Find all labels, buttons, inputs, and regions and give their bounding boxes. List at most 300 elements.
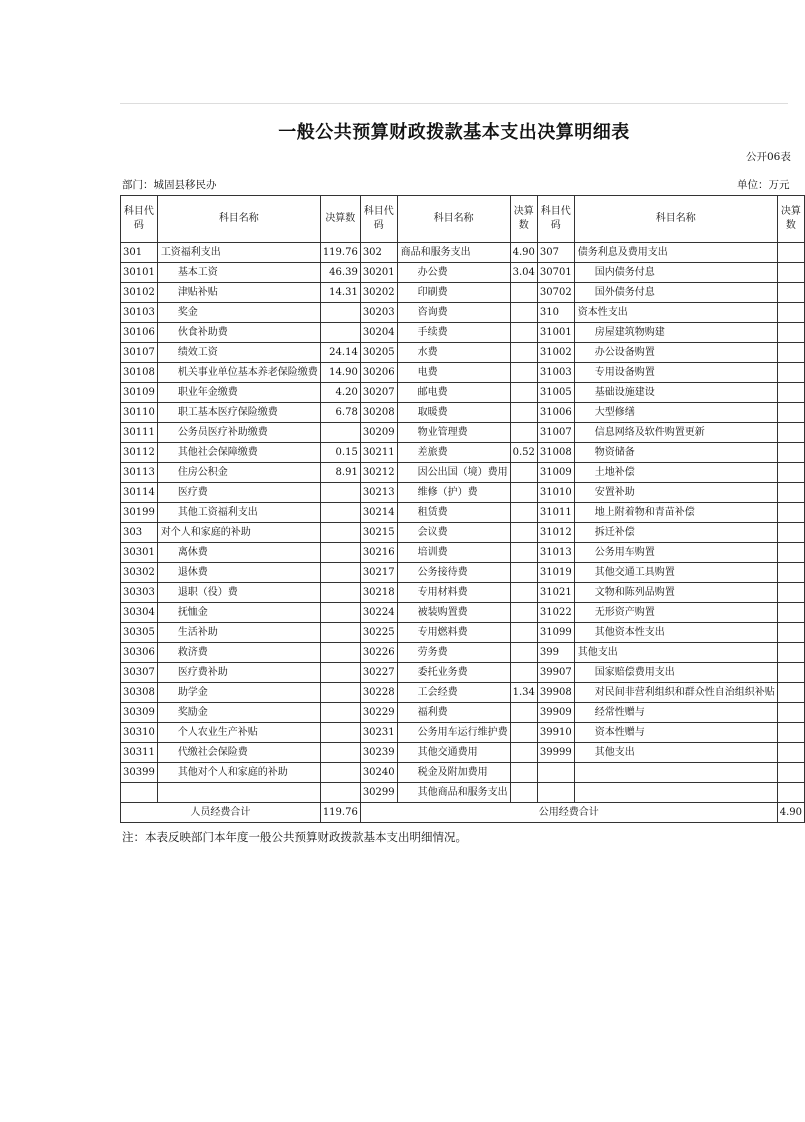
code-c-cell: 39907 [537, 663, 574, 683]
table-row [121, 403, 805, 423]
amount-c-cell [777, 563, 804, 583]
amount-c-cell [777, 743, 804, 763]
name-c-cell: 国内债务付息 [574, 263, 777, 283]
amount-b-cell [510, 283, 537, 303]
name-a-cell: 抚恤金 [157, 603, 320, 623]
table-row [121, 663, 805, 683]
code-b-cell: 30229 [360, 703, 397, 723]
code-b-cell: 30224 [360, 603, 397, 623]
table-row [121, 543, 805, 563]
code-b-cell: 30231 [360, 723, 397, 743]
amount-a-cell: 14.31 [320, 283, 360, 303]
code-b-cell: 30205 [360, 343, 397, 363]
table-row [121, 503, 805, 523]
name-c-cell: 国家赔偿费用支出 [574, 663, 777, 683]
header-code-3: 科目代码 [537, 196, 574, 243]
name-b-cell: 专用材料费 [397, 583, 510, 603]
name-b-cell: 其他交通费用 [397, 743, 510, 763]
name-a-cell: 助学金 [157, 683, 320, 703]
code-a-cell: 30112 [121, 443, 158, 463]
name-b-cell: 工会经费 [397, 683, 510, 703]
amount-c-cell [777, 523, 804, 543]
table-row [121, 643, 805, 663]
name-b-cell: 公务接待费 [397, 563, 510, 583]
name-b-cell: 公务用车运行维护费 [397, 723, 510, 743]
name-b-cell: 印刷费 [397, 283, 510, 303]
code-c-cell: 39909 [537, 703, 574, 723]
code-c-cell: 31011 [537, 503, 574, 523]
header-amount-3: 决算数 [777, 196, 804, 243]
name-a-cell: 其他社会保障缴费 [157, 443, 320, 463]
name-a-cell: 伙食补助费 [157, 323, 320, 343]
code-b-cell: 30218 [360, 583, 397, 603]
amount-b-cell [510, 503, 537, 523]
name-b-cell: 商品和服务支出 [397, 243, 510, 263]
form-code: 公开06表 [746, 151, 791, 163]
name-c-cell: 其他交通工具购置 [574, 563, 777, 583]
code-c-cell: 31008 [537, 443, 574, 463]
code-a-cell: 30111 [121, 423, 158, 443]
code-a-cell: 30304 [121, 603, 158, 623]
amount-b-cell [510, 603, 537, 623]
code-b-cell: 30226 [360, 643, 397, 663]
code-b-cell: 30202 [360, 283, 397, 303]
amount-c-cell [777, 363, 804, 383]
name-b-cell: 被装购置费 [397, 603, 510, 623]
amount-c-cell [777, 403, 804, 423]
name-c-cell [574, 763, 777, 783]
code-a-cell: 30311 [121, 743, 158, 763]
code-a-cell: 303 [121, 523, 158, 543]
amount-a-cell: 119.76 [320, 243, 360, 263]
name-a-cell: 绩效工资 [157, 343, 320, 363]
table-row [121, 343, 805, 363]
code-a-cell: 30308 [121, 683, 158, 703]
name-c-cell: 文物和陈列品购置 [574, 583, 777, 603]
amount-b-cell [510, 643, 537, 663]
name-b-cell: 办公费 [397, 263, 510, 283]
amount-c-cell [777, 423, 804, 443]
amount-a-cell [320, 623, 360, 643]
amount-c-cell [777, 343, 804, 363]
name-c-cell: 债务利息及费用支出 [574, 243, 777, 263]
table-row [121, 303, 805, 323]
table-row [121, 523, 805, 543]
code-b-cell: 30227 [360, 663, 397, 683]
name-a-cell: 机关事业单位基本养老保险缴费 [157, 363, 320, 383]
header-amount-2: 决算数 [510, 196, 537, 243]
code-a-cell: 30113 [121, 463, 158, 483]
name-c-cell: 拆迁补偿 [574, 523, 777, 543]
amount-a-cell [320, 703, 360, 723]
name-c-cell: 其他支出 [574, 643, 777, 663]
code-c-cell: 31002 [537, 343, 574, 363]
header-row [121, 196, 805, 243]
code-c-cell: 30702 [537, 283, 574, 303]
amount-b-cell [510, 323, 537, 343]
amount-b-cell [510, 543, 537, 563]
amount-c-cell [777, 623, 804, 643]
name-b-cell: 劳务费 [397, 643, 510, 663]
amount-a-cell [320, 723, 360, 743]
code-c-cell: 399 [537, 643, 574, 663]
amount-c-cell [777, 543, 804, 563]
amount-c-cell [777, 583, 804, 603]
amount-b-cell: 0.52 [510, 443, 537, 463]
name-a-cell: 医疗费补助 [157, 663, 320, 683]
name-b-cell: 取暖费 [397, 403, 510, 423]
code-b-cell: 30201 [360, 263, 397, 283]
code-c-cell: 31019 [537, 563, 574, 583]
name-b-cell: 培训费 [397, 543, 510, 563]
code-a-cell: 30107 [121, 343, 158, 363]
name-a-cell: 救济费 [157, 643, 320, 663]
code-a-cell: 30199 [121, 503, 158, 523]
code-b-cell: 30228 [360, 683, 397, 703]
amount-a-cell [320, 503, 360, 523]
amount-b-cell [510, 623, 537, 643]
code-a-cell: 30303 [121, 583, 158, 603]
amount-a-cell [320, 763, 360, 783]
amount-a-cell [320, 583, 360, 603]
name-a-cell: 基本工资 [157, 263, 320, 283]
amount-a-cell [320, 303, 360, 323]
code-b-cell: 30225 [360, 623, 397, 643]
amount-b-cell [510, 383, 537, 403]
name-c-cell: 资本性支出 [574, 303, 777, 323]
code-a-cell: 30109 [121, 383, 158, 403]
amount-c-cell [777, 243, 804, 263]
name-c-cell: 房屋建筑物购建 [574, 323, 777, 343]
amount-c-cell [777, 503, 804, 523]
name-c-cell: 经常性赠与 [574, 703, 777, 723]
code-c-cell: 31012 [537, 523, 574, 543]
amount-c-cell [777, 443, 804, 463]
name-c-cell: 公务用车购置 [574, 543, 777, 563]
amount-a-cell [320, 683, 360, 703]
header-name-1: 科目名称 [157, 196, 320, 243]
name-a-cell: 代缴社会保险费 [157, 743, 320, 763]
name-b-cell: 咨询费 [397, 303, 510, 323]
name-b-cell: 电费 [397, 363, 510, 383]
amount-a-cell [320, 643, 360, 663]
table-row [121, 683, 805, 703]
amount-b-cell [510, 663, 537, 683]
code-a-cell: 30305 [121, 623, 158, 643]
name-c-cell: 地上附着物和青苗补偿 [574, 503, 777, 523]
amount-c-cell [777, 303, 804, 323]
amount-a-cell [320, 423, 360, 443]
code-c-cell: 39910 [537, 723, 574, 743]
amount-c-cell [777, 663, 804, 683]
amount-b-cell [510, 703, 537, 723]
amount-c-cell [777, 383, 804, 403]
code-a-cell: 30307 [121, 663, 158, 683]
amount-b-cell [510, 563, 537, 583]
name-c-cell: 资本性赠与 [574, 723, 777, 743]
table-row [121, 623, 805, 643]
name-b-cell: 租赁费 [397, 503, 510, 523]
amount-a-cell [320, 663, 360, 683]
table-row [121, 483, 805, 503]
footnote: 注：本表反映部门本年度一般公共预算财政拨款基本支出明细情况。 [122, 830, 467, 844]
code-c-cell: 31013 [537, 543, 574, 563]
code-c-cell: 31006 [537, 403, 574, 423]
amount-b-cell [510, 523, 537, 543]
code-a-cell: 30106 [121, 323, 158, 343]
code-b-cell: 30203 [360, 303, 397, 323]
code-a-cell: 30301 [121, 543, 158, 563]
name-a-cell: 工资福利支出 [157, 243, 320, 263]
code-c-cell: 31003 [537, 363, 574, 383]
code-b-cell: 30209 [360, 423, 397, 443]
table-row [121, 263, 805, 283]
code-c-cell: 31009 [537, 463, 574, 483]
table-row [121, 703, 805, 723]
code-a-cell: 30302 [121, 563, 158, 583]
name-b-cell: 其他商品和服务支出 [397, 783, 510, 803]
amount-b-cell: 3.04 [510, 263, 537, 283]
code-a-cell [121, 783, 158, 803]
table-row [121, 743, 805, 763]
amount-a-cell [320, 783, 360, 803]
code-b-cell: 30208 [360, 403, 397, 423]
amount-a-cell [320, 563, 360, 583]
amount-c-cell [777, 463, 804, 483]
name-b-cell: 会议费 [397, 523, 510, 543]
name-c-cell: 对民间非营利组织和群众性自治组织补贴 [574, 683, 777, 703]
name-b-cell: 专用燃料费 [397, 623, 510, 643]
amount-b-cell [510, 303, 537, 323]
code-a-cell: 30108 [121, 363, 158, 383]
name-c-cell: 大型修缮 [574, 403, 777, 423]
table-row [121, 783, 805, 803]
code-a-cell: 30114 [121, 483, 158, 503]
amount-c-cell [777, 603, 804, 623]
code-a-cell: 30306 [121, 643, 158, 663]
code-b-cell: 30213 [360, 483, 397, 503]
table-row [121, 723, 805, 743]
name-c-cell: 办公设备购置 [574, 343, 777, 363]
code-c-cell: 307 [537, 243, 574, 263]
amount-b-cell: 1.34 [510, 683, 537, 703]
header-name-2: 科目名称 [397, 196, 510, 243]
header-code-2: 科目代码 [360, 196, 397, 243]
name-c-cell: 信息网络及软件购置更新 [574, 423, 777, 443]
amount-c-cell [777, 763, 804, 783]
table-row [121, 763, 805, 783]
name-a-cell: 公务员医疗补助缴费 [157, 423, 320, 443]
code-b-cell: 30211 [360, 443, 397, 463]
code-c-cell: 39908 [537, 683, 574, 703]
name-b-cell: 委托业务费 [397, 663, 510, 683]
name-b-cell: 手续费 [397, 323, 510, 343]
personnel-total-value: 119.76 [320, 803, 360, 823]
code-b-cell: 30239 [360, 743, 397, 763]
name-b-cell: 福利费 [397, 703, 510, 723]
code-b-cell: 30240 [360, 763, 397, 783]
code-c-cell [537, 783, 574, 803]
code-a-cell: 30310 [121, 723, 158, 743]
name-a-cell: 津贴补贴 [157, 283, 320, 303]
amount-c-cell [777, 783, 804, 803]
name-b-cell: 差旅费 [397, 443, 510, 463]
name-c-cell: 物资储备 [574, 443, 777, 463]
amount-c-cell [777, 703, 804, 723]
code-a-cell: 30103 [121, 303, 158, 323]
code-b-cell: 30207 [360, 383, 397, 403]
name-a-cell: 对个人和家庭的补助 [157, 523, 320, 543]
code-b-cell: 30204 [360, 323, 397, 343]
table-row [121, 423, 805, 443]
table-row [121, 243, 805, 263]
code-a-cell: 301 [121, 243, 158, 263]
department-label: 部门：城固县移民办 [122, 179, 217, 191]
code-c-cell: 31007 [537, 423, 574, 443]
name-b-cell: 维修（护）费 [397, 483, 510, 503]
name-a-cell: 住房公积金 [157, 463, 320, 483]
name-b-cell: 税金及附加费用 [397, 763, 510, 783]
name-c-cell: 安置补助 [574, 483, 777, 503]
amount-c-cell [777, 723, 804, 743]
amount-a-cell: 8.91 [320, 463, 360, 483]
name-c-cell: 专用设备购置 [574, 363, 777, 383]
code-c-cell: 30701 [537, 263, 574, 283]
name-c-cell: 国外债务付息 [574, 283, 777, 303]
name-a-cell: 奖励金 [157, 703, 320, 723]
name-c-cell: 土地补偿 [574, 463, 777, 483]
name-a-cell: 其他工资福利支出 [157, 503, 320, 523]
amount-a-cell: 0.15 [320, 443, 360, 463]
table-row [121, 323, 805, 343]
header-name-3: 科目名称 [574, 196, 777, 243]
code-c-cell: 31010 [537, 483, 574, 503]
code-b-cell: 30206 [360, 363, 397, 383]
name-a-cell: 奖金 [157, 303, 320, 323]
amount-c-cell [777, 683, 804, 703]
name-c-cell: 无形资产购置 [574, 603, 777, 623]
amount-b-cell [510, 743, 537, 763]
name-a-cell: 其他对个人和家庭的补助 [157, 763, 320, 783]
name-a-cell: 退职（役）费 [157, 583, 320, 603]
name-b-cell: 邮电费 [397, 383, 510, 403]
code-c-cell: 310 [537, 303, 574, 323]
header-code-1: 科目代码 [121, 196, 158, 243]
table-row [121, 563, 805, 583]
amount-a-cell [320, 523, 360, 543]
amount-c-cell [777, 283, 804, 303]
code-b-cell: 30299 [360, 783, 397, 803]
amount-a-cell [320, 323, 360, 343]
name-c-cell [574, 783, 777, 803]
amount-b-cell [510, 583, 537, 603]
name-c-cell: 基础设施建设 [574, 383, 777, 403]
amount-c-cell [777, 323, 804, 343]
header-amount-1: 决算数 [320, 196, 360, 243]
amount-b-cell [510, 363, 537, 383]
code-a-cell: 30102 [121, 283, 158, 303]
page-title: 一般公共预算财政拨款基本支出决算明细表 [278, 122, 630, 143]
top-rule [120, 103, 788, 104]
code-a-cell: 30101 [121, 263, 158, 283]
name-a-cell: 离休费 [157, 543, 320, 563]
table-row [121, 363, 805, 383]
amount-b-cell: 4.90 [510, 243, 537, 263]
name-a-cell: 个人农业生产补贴 [157, 723, 320, 743]
amount-b-cell [510, 403, 537, 423]
personnel-total-label: 人员经费合计 [121, 803, 321, 823]
code-a-cell: 30399 [121, 763, 158, 783]
amount-c-cell [777, 263, 804, 283]
code-b-cell: 30212 [360, 463, 397, 483]
amount-a-cell: 24.14 [320, 343, 360, 363]
expenditure-table [120, 195, 805, 823]
public-total-label: 公用经费合计 [360, 803, 777, 823]
code-b-cell: 30214 [360, 503, 397, 523]
amount-a-cell: 4.20 [320, 383, 360, 403]
amount-b-cell [510, 763, 537, 783]
code-c-cell: 31022 [537, 603, 574, 623]
name-a-cell: 生活补助 [157, 623, 320, 643]
amount-c-cell [777, 483, 804, 503]
amount-b-cell [510, 783, 537, 803]
code-c-cell: 31001 [537, 323, 574, 343]
name-a-cell: 职业年金缴费 [157, 383, 320, 403]
code-b-cell: 302 [360, 243, 397, 263]
name-a-cell: 职工基本医疗保险缴费 [157, 403, 320, 423]
table-row [121, 443, 805, 463]
totals-row [121, 803, 805, 823]
amount-b-cell [510, 463, 537, 483]
name-a-cell [157, 783, 320, 803]
code-c-cell: 39999 [537, 743, 574, 763]
code-a-cell: 30309 [121, 703, 158, 723]
table-row [121, 383, 805, 403]
table-row [121, 283, 805, 303]
code-b-cell: 30216 [360, 543, 397, 563]
code-b-cell: 30217 [360, 563, 397, 583]
amount-b-cell [510, 723, 537, 743]
code-a-cell: 30110 [121, 403, 158, 423]
name-b-cell: 因公出国（境）费用 [397, 463, 510, 483]
amount-a-cell: 14.90 [320, 363, 360, 383]
amount-a-cell [320, 543, 360, 563]
name-a-cell: 退休费 [157, 563, 320, 583]
code-c-cell: 31005 [537, 383, 574, 403]
amount-a-cell: 46.39 [320, 263, 360, 283]
code-c-cell: 31021 [537, 583, 574, 603]
amount-c-cell [777, 643, 804, 663]
name-b-cell: 水费 [397, 343, 510, 363]
table-row [121, 583, 805, 603]
amount-b-cell [510, 423, 537, 443]
table-row [121, 603, 805, 623]
amount-b-cell [510, 343, 537, 363]
code-c-cell [537, 763, 574, 783]
amount-b-cell [510, 483, 537, 503]
amount-a-cell [320, 743, 360, 763]
amount-a-cell: 6.78 [320, 403, 360, 423]
public-total-value: 4.90 [777, 803, 804, 823]
name-a-cell: 医疗费 [157, 483, 320, 503]
name-c-cell: 其他支出 [574, 743, 777, 763]
code-c-cell: 31099 [537, 623, 574, 643]
unit-label: 单位：万元 [737, 179, 790, 191]
amount-a-cell [320, 603, 360, 623]
code-b-cell: 30215 [360, 523, 397, 543]
amount-a-cell [320, 483, 360, 503]
table-row [121, 463, 805, 483]
